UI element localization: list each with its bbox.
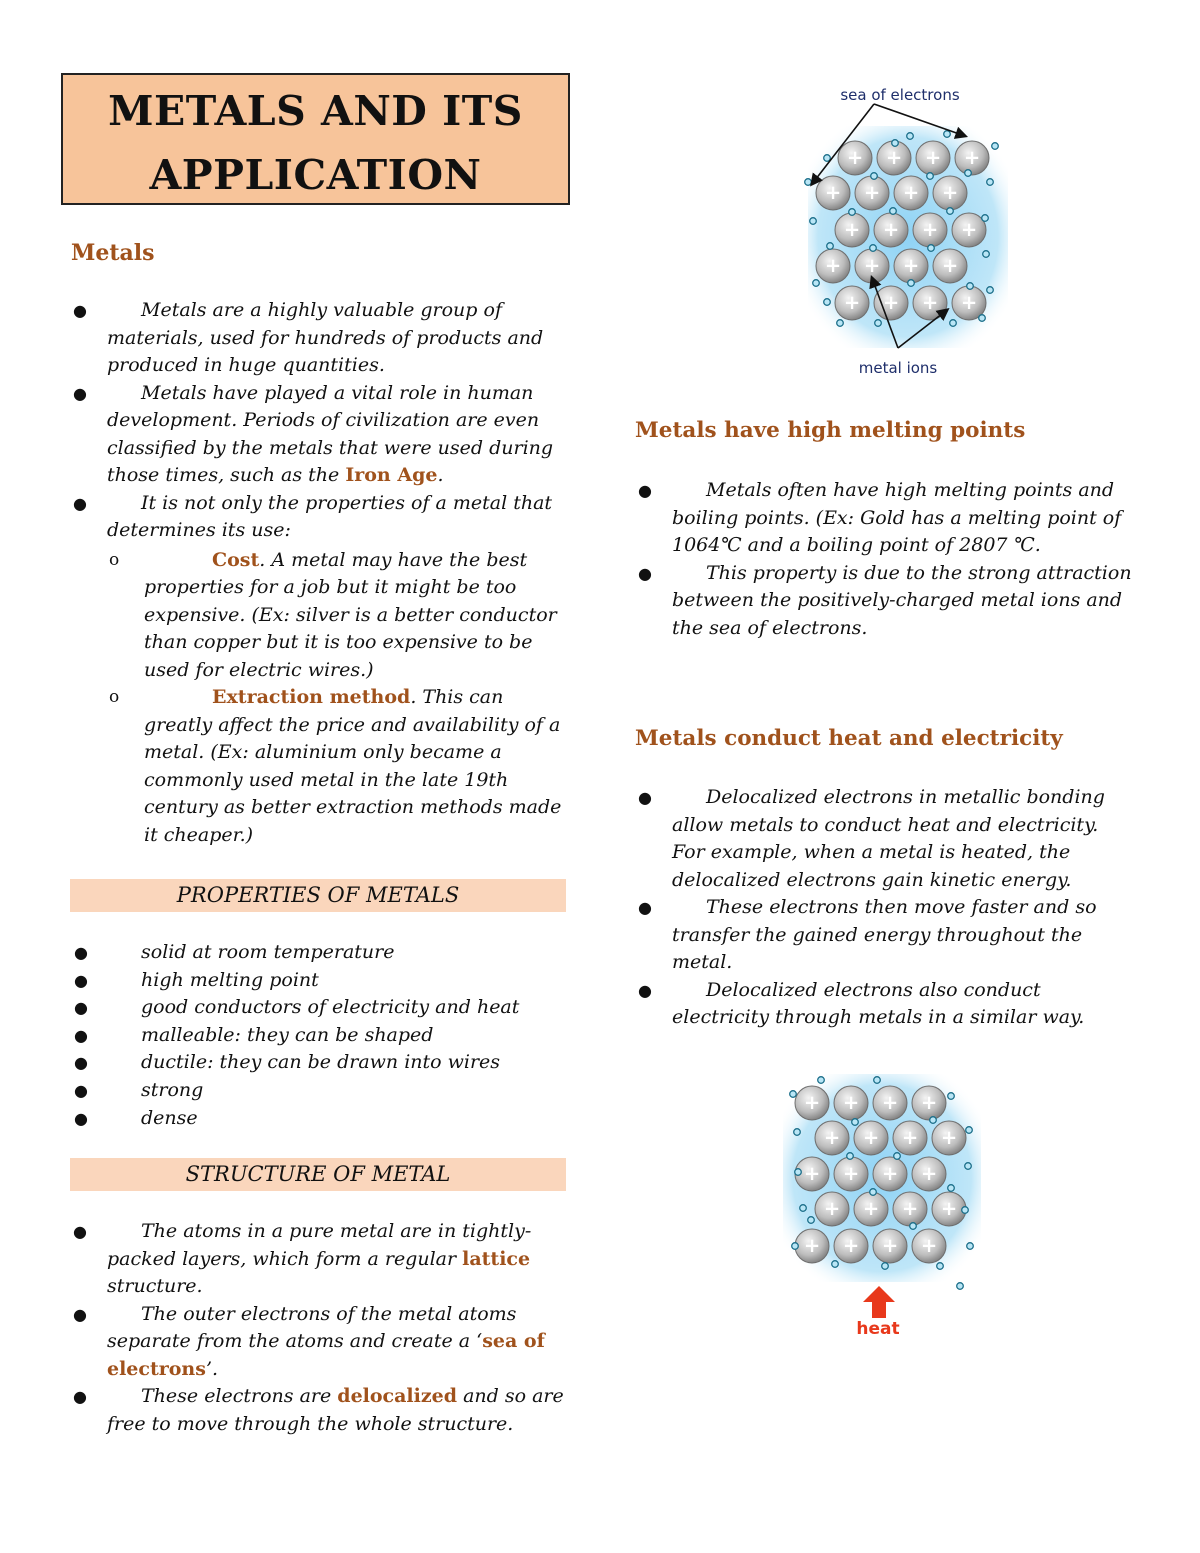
structure-bullet-3-end: and so are free to move through the whole structure. (107, 1385, 564, 1435)
ion-charge-label: + (885, 146, 903, 169)
electron (824, 155, 831, 162)
list-item (74, 967, 561, 995)
list-item (73, 297, 569, 380)
conduct-bullet-3: Delocalized electrons also conduct electricity through metals in a similar way. (672, 978, 1085, 1028)
electron (808, 1217, 815, 1224)
electron (950, 320, 957, 327)
melting-bullet-2: This property is due to the strong attraction between the positively-charged metal ions and the sea of electrons. (672, 561, 1132, 639)
bullet-icon: ● (74, 1053, 88, 1073)
cost-text: . A metal may have the best properties for a job but it might be too expensive. (Ex: silver is a better conductor than copper but it is too expensive to be used for electric wires.) (144, 548, 557, 681)
ion-lattice (795, 1086, 966, 1263)
bullet-icon: ● (73, 383, 87, 403)
electron (874, 1077, 881, 1084)
electron (818, 1077, 825, 1084)
ion-charge-label: + (920, 1162, 938, 1185)
structure-bullet-2: The outer electrons of the metal atoms separate from the atoms and create a ‘ (107, 1302, 517, 1352)
list-item (638, 560, 1142, 643)
list-item (74, 1049, 561, 1077)
title-box (61, 73, 570, 205)
list-item (74, 1105, 561, 1133)
ion-charge-label: + (941, 254, 959, 277)
electron (982, 215, 989, 222)
electron (948, 1093, 955, 1100)
structure-heading: STRUCTURE OF METAL (70, 1158, 566, 1191)
metals-bullet-3: It is not only the properties of a metal that determines its use: (107, 491, 553, 541)
ion-charge-label: + (924, 146, 942, 169)
structure-bullet-3: These electrons are (141, 1385, 338, 1407)
ion-charge-label: + (824, 254, 842, 277)
bullet-icon: ● (74, 1108, 88, 1128)
structure-bullet-1-end: structure. (107, 1275, 203, 1297)
ion-charge-label: + (940, 1126, 958, 1149)
electron (948, 1185, 955, 1192)
electron (800, 1205, 807, 1212)
bullet-icon: ● (74, 998, 88, 1018)
ion-charge-label: + (901, 1126, 919, 1149)
structure-bullet-1: The atoms in a pure metal are in tightly-packed layers, which form a regular (107, 1220, 532, 1270)
electron (947, 208, 954, 215)
ion-charge-label: + (862, 1126, 880, 1149)
melting-heading: Metals have high melting points (635, 418, 1026, 443)
electron (832, 1261, 839, 1268)
ion-charge-label: + (803, 1162, 821, 1185)
electron (792, 1243, 799, 1250)
electron (890, 208, 897, 215)
bullet-icon: ● (638, 788, 652, 807)
bullet-icon: ● (638, 980, 652, 1000)
ion-charge-label: + (921, 218, 939, 241)
metal-ions-label: metal ions (858, 359, 938, 377)
bullet-icon: ● (73, 301, 87, 320)
electron (992, 143, 999, 150)
list-item (73, 380, 569, 490)
list-item (73, 1383, 567, 1438)
electron (944, 131, 951, 138)
ion-charge-label: + (863, 254, 881, 277)
melting-bullet-1: Metals often have high melting points and boiling points. (Ex: Gold has a melting point of 1064℃ and a boiling point of 2807 ℃. (672, 479, 1122, 556)
electron (930, 1117, 937, 1124)
bullet-icon: ● (74, 1025, 88, 1045)
electron (837, 320, 844, 327)
ion-charge-label: + (843, 218, 861, 241)
ion-charge-label: + (902, 181, 920, 204)
list-item (638, 977, 1134, 1032)
electron (910, 1223, 917, 1230)
electron (790, 1091, 797, 1098)
lattice-highlight: lattice (462, 1247, 531, 1270)
properties-list (74, 939, 561, 1132)
structure-bullet-2-end: ’. (205, 1357, 219, 1380)
electron (849, 209, 856, 216)
electron (907, 133, 914, 140)
ion-charge-label: + (823, 1197, 841, 1220)
ion-charge-label: + (824, 181, 842, 204)
list-item (109, 684, 569, 849)
list-item (638, 894, 1134, 977)
ion-charge-label: + (882, 218, 900, 241)
property-item: good conductors of electricity and heat (141, 996, 520, 1019)
metals-bullet-2-end: . (437, 464, 444, 486)
bullet-icon: ● (73, 493, 87, 513)
ion-charge-label: + (960, 291, 978, 314)
ion-charge-label: + (843, 291, 861, 314)
list-item (638, 784, 1134, 894)
electron (967, 1243, 974, 1250)
property-item: strong (141, 1078, 204, 1101)
properties-section (74, 939, 561, 1132)
structure-list (73, 1218, 567, 1438)
electron (871, 173, 878, 180)
iron-age-highlight: Iron Age (345, 464, 438, 486)
ion-charge-label: + (842, 1091, 860, 1114)
electron (908, 280, 915, 287)
ion-charge-label: + (803, 1234, 821, 1257)
bullet-icon: ● (638, 481, 652, 500)
electron (847, 1153, 854, 1160)
electron (967, 283, 974, 290)
list-item (74, 1022, 561, 1050)
ion-charge-label: + (920, 1091, 938, 1114)
ion-charge-label: + (963, 146, 981, 169)
electron (795, 1169, 802, 1176)
sub-bullet-icon: o (109, 549, 120, 570)
electron (894, 1153, 901, 1160)
delocalized-highlight: delocalized (337, 1385, 458, 1407)
title-line-2: APPLICATION (149, 151, 482, 199)
ion-lattice (816, 141, 989, 320)
sea-of-electrons-label: sea of electrons (840, 86, 960, 104)
metals-bullet-1: Metals are a highly valuable group of materials, used for hundreds of products and produced in huge quantities. (107, 299, 544, 376)
bullet-icon: ● (74, 970, 88, 990)
property-item: dense (141, 1106, 198, 1129)
electron (892, 140, 899, 147)
list-item (73, 1301, 567, 1384)
ion-charge-label: + (921, 291, 939, 314)
ion-charge-label: + (842, 1162, 860, 1185)
electron (937, 1263, 944, 1270)
cost-highlight: Cost (212, 548, 260, 571)
list-item (74, 1077, 561, 1105)
metals-bullet-2: Metals have played a vital role in human development. Periods of civilization are even classified by the metals that were used during those times, such as the (107, 381, 554, 486)
list-item (109, 547, 569, 685)
list-item (638, 477, 1142, 560)
extraction-highlight: Extraction method (212, 686, 411, 708)
list-item (73, 490, 569, 545)
heat-conduction-diagram (775, 1068, 985, 1343)
melting-list (638, 477, 1142, 642)
bullet-icon: ● (73, 1387, 87, 1406)
melting-section (638, 477, 1142, 642)
property-item: solid at room temperature (141, 941, 395, 963)
ion-charge-label: + (823, 1126, 841, 1149)
metals-section (73, 297, 569, 849)
bullet-icon: ● (74, 1080, 88, 1100)
conduct-section (638, 784, 1134, 1032)
bullet-icon: ● (74, 943, 88, 962)
electron (965, 170, 972, 177)
ion-charge-label: + (941, 181, 959, 204)
property-item: malleable: they can be shaped (141, 1023, 434, 1046)
ion-charge-label: + (862, 1197, 880, 1220)
properties-heading: PROPERTIES OF METALS (70, 879, 566, 912)
electron (962, 1207, 969, 1214)
electron (957, 1283, 964, 1290)
bullet-icon: ● (638, 563, 652, 583)
ion-charge-label: + (803, 1091, 821, 1114)
electron (870, 1189, 877, 1196)
electron (813, 280, 820, 287)
metals-heading: Metals (71, 240, 155, 266)
ion-charge-label: + (881, 1091, 899, 1114)
electron (875, 320, 882, 327)
ion-charge-label: + (940, 1197, 958, 1220)
extraction-text: . This can greatly affect the price and availability of a metal. (Ex: aluminium only became a commonly used metal in the late 19th century as better extraction methods made it cheaper.) (144, 686, 562, 846)
ion-charge-label: + (846, 146, 864, 169)
conduct-bullet-1: Delocalized electrons in metallic bonding allow metals to conduct heat and electricity. For example, when a metal is heated, the delocalized electrons gain kinetic energy. (672, 786, 1105, 891)
property-item: high melting point (141, 968, 319, 991)
ion-charge-label: + (920, 1234, 938, 1257)
electron (827, 243, 834, 250)
property-item: ductile: they can be drawn into wires (141, 1051, 501, 1074)
sub-bullet-icon: o (109, 687, 120, 707)
electron (987, 287, 994, 294)
ion-charge-label: + (882, 291, 900, 314)
ion-charge-label: + (863, 181, 881, 204)
conduct-bullet-2: These electrons then move faster and so transfer the gained energy throughout the metal. (672, 896, 1097, 973)
electron (824, 299, 831, 306)
electron (870, 245, 877, 252)
bullet-icon: ● (73, 1222, 87, 1241)
conduct-list (638, 784, 1134, 1032)
metals-sublist (109, 547, 569, 850)
electron (810, 218, 817, 225)
metallic-bonding-diagram (790, 78, 1030, 383)
ion-charge-label: + (960, 218, 978, 241)
ion-charge-label: + (881, 1234, 899, 1257)
list-item (74, 994, 561, 1022)
metals-list (73, 297, 569, 545)
conduct-heading: Metals conduct heat and electricity (635, 726, 1063, 751)
title-line-1: METALS AND ITS (108, 87, 523, 135)
electron (882, 1263, 889, 1270)
ion-charge-label: + (901, 1197, 919, 1220)
heat-arrow-icon (863, 1286, 895, 1318)
electron (979, 315, 986, 322)
electron (928, 245, 935, 252)
bullet-icon: ● (73, 1304, 87, 1324)
electron (805, 179, 812, 186)
structure-section (73, 1218, 567, 1438)
ion-charge-label: + (842, 1234, 860, 1257)
electron (965, 1163, 972, 1170)
ion-charge-label: + (881, 1162, 899, 1185)
list-item (73, 1218, 567, 1301)
heat-label: heat (856, 1319, 900, 1339)
electron (794, 1129, 801, 1136)
ion-charge-label: + (902, 254, 920, 277)
bullet-icon: ● (638, 898, 652, 917)
list-item (74, 939, 561, 967)
electron (852, 1119, 859, 1126)
electron (983, 251, 990, 258)
sea-of-electrons-highlight: sea of electrons (107, 1330, 545, 1380)
electron (927, 173, 934, 180)
electron (987, 179, 994, 186)
electron (966, 1127, 973, 1134)
